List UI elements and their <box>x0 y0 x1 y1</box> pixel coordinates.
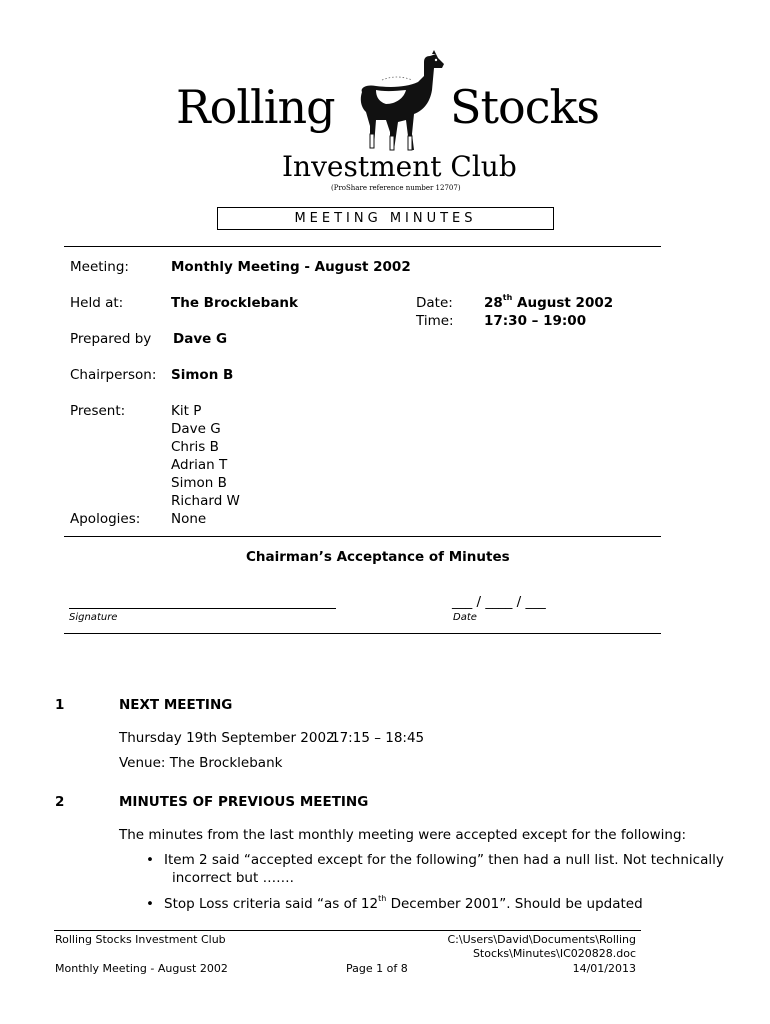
acceptance-title: Chairman’s Acceptance of Minutes <box>246 549 510 565</box>
document-title-box: MEETING MINUTES <box>217 207 554 230</box>
present-list <box>171 402 240 510</box>
footer-path-line2: Stocks\Minutes\IC020828.doc <box>472 947 636 960</box>
present-item: Dave G <box>171 421 221 437</box>
present-item: Kit P <box>171 403 202 419</box>
section-number: 1 <box>55 697 65 713</box>
divider-top <box>64 246 661 247</box>
held-at-label: Held at: <box>70 295 124 311</box>
section-title: NEXT MEETING <box>119 697 233 713</box>
club-name: Investment Club <box>282 150 517 183</box>
next-meeting-date: Thursday 19th September 2002 <box>119 730 335 746</box>
prepared-by-value: Dave G <box>173 331 228 347</box>
divider-bottom <box>64 633 661 634</box>
apologies-value: None <box>171 511 207 527</box>
footer-page-number: Page 1 of 8 <box>346 962 408 975</box>
footer-path-line1: C:\Users\David\Documents\Rolling <box>447 933 636 946</box>
section-title: MINUTES OF PREVIOUS MEETING <box>119 794 369 810</box>
footer-divider <box>54 930 641 931</box>
bullet-icon: • <box>146 852 154 868</box>
date-blank: ___ / ____ / ___ <box>452 594 546 610</box>
chairperson-label: Chairperson: <box>70 367 157 383</box>
brand-stocks: Stocks <box>450 80 599 134</box>
bullet-text: Stop Loss criteria said “as of 12th December 2001”. Should be updated <box>164 894 643 912</box>
time-value: 17:30 – 19:00 <box>484 313 587 329</box>
proshare-reference: (ProShare reference number 12707) <box>331 184 461 192</box>
signature-line <box>69 608 336 609</box>
divider-middle <box>64 536 661 537</box>
apologies-label: Apologies: <box>70 511 141 527</box>
signature-label: Signature <box>69 612 118 623</box>
date-value: 28th August 2002 <box>484 293 614 311</box>
present-item: Simon B <box>171 475 227 491</box>
meeting-label: Meeting: <box>70 259 129 275</box>
next-meeting-venue: Venue: The Brocklebank <box>119 755 283 771</box>
meeting-value: Monthly Meeting - August 2002 <box>171 259 411 275</box>
section-number: 2 <box>55 794 65 810</box>
held-at-value: The Brocklebank <box>171 295 299 311</box>
footer-print-date: 14/01/2013 <box>572 962 636 975</box>
present-item: Adrian T <box>171 457 228 473</box>
previous-minutes-intro: The minutes from the last monthly meeting were accepted except for the following: <box>119 827 687 843</box>
llama-logo-icon <box>352 50 448 162</box>
bullet-icon: • <box>146 896 154 912</box>
chairperson-value: Simon B <box>171 367 234 383</box>
brand-rolling: Rolling <box>176 80 335 134</box>
present-label: Present: <box>70 403 126 419</box>
acceptance-date-label: Date <box>453 612 477 623</box>
present-item: Chris B <box>171 439 219 455</box>
bullet-text-continued: incorrect but ……. <box>172 870 294 886</box>
time-label: Time: <box>416 313 454 329</box>
next-meeting-time: 17:15 – 18:45 <box>331 730 425 746</box>
present-item: Richard W <box>171 493 240 509</box>
date-label: Date: <box>416 295 453 311</box>
bullet-text: Item 2 said “accepted except for the following” then had a null list. Not technically <box>164 852 724 868</box>
footer-club-name: Rolling Stocks Investment Club <box>55 933 226 946</box>
footer-meeting-name: Monthly Meeting - August 2002 <box>55 962 228 975</box>
prepared-by-label: Prepared by <box>70 331 152 347</box>
